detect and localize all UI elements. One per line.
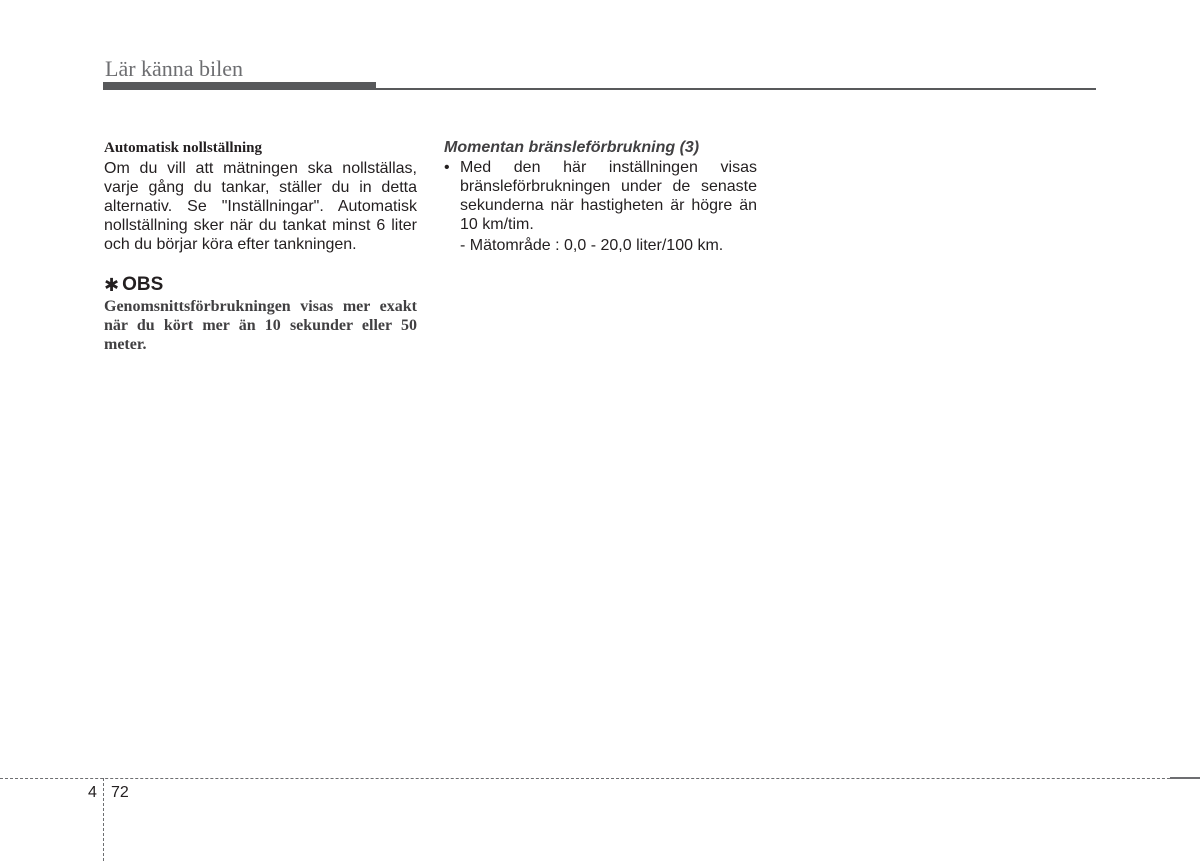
chapter-number: 4 [88, 784, 97, 801]
section-heading-instant-consumption: Momentan bränsleförbrukning (3) [444, 139, 700, 156]
section-heading-auto-reset: Automatisk nollställning [104, 140, 262, 156]
header-rule-thick [103, 82, 376, 90]
note-text: Genomsnittsförbrukningen visas mer exakt när du kört mer än 10 sekunder eller 50 meter. [104, 298, 417, 353]
note-heading [104, 273, 417, 297]
list-item [444, 158, 757, 234]
bullet-text: Med den här inställningen visas bränsleförbrukningen under de senaste sekunderna när hastigheten är högre än 10 km/tim. [460, 159, 757, 233]
footer-tick [1170, 777, 1200, 779]
page-number: 72 [111, 784, 129, 801]
measurement-range: - Mätområde : 0,0 - 20,0 liter/100 km. [460, 237, 724, 254]
bullet-icon: • [444, 159, 450, 176]
section-body-auto-reset: Om du vill att mätningen ska nollställas, varje gång du tankar, ställer du in detta alternativ. Se "Inställningar". Automatisk nollställning sker när du tankat minst 6 liter och du börjar köra efter tankningen. [104, 160, 417, 253]
footer-vertical-rule [103, 778, 104, 861]
note-label: OBS [122, 274, 164, 295]
footer-rule [0, 778, 1200, 779]
right-column [444, 138, 757, 255]
left-column [104, 138, 417, 354]
page-header-title: Lär känna bilen [105, 56, 244, 81]
header-rule-thin [376, 88, 1096, 90]
asterisk-note-icon: ✱ [104, 275, 120, 295]
